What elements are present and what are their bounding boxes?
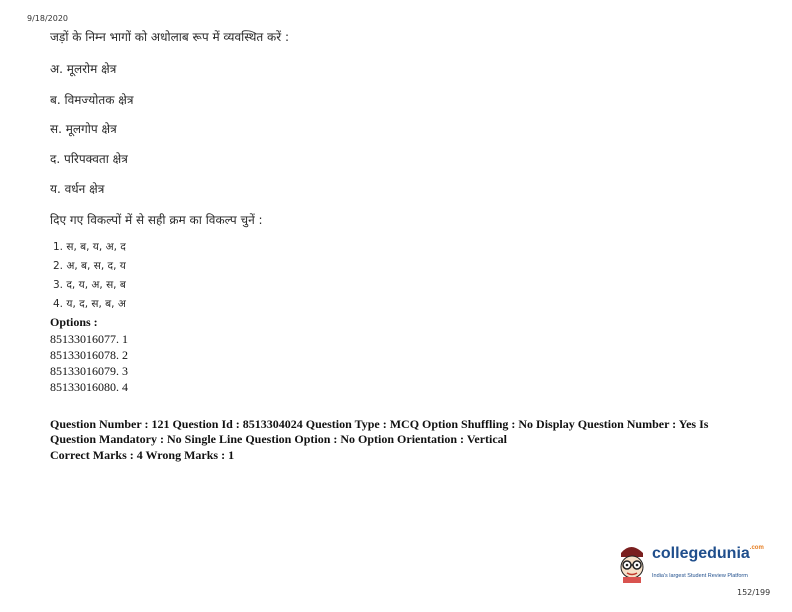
- question-item: अ. मूलरोम क्षेत्र: [50, 62, 117, 76]
- answer-choice: 1. स, ब, य, अ, द: [53, 241, 126, 253]
- options-heading: Options :: [50, 315, 98, 329]
- logo-tagline: India's largest Student Review Platform: [652, 573, 748, 579]
- print-date: 9/18/2020: [27, 14, 69, 23]
- answer-choice: 2. अ, ब, स, द, य: [53, 260, 126, 272]
- question-item: ब. विमज्योतक क्षेत्र: [50, 93, 134, 107]
- question-meta: Question Number : 121 Question Id : 8513304024 Question Type : MCQ Option Shuffling : No Display Question Number : Yes Is: [50, 417, 709, 431]
- option-id: 85133016077. 1: [50, 332, 128, 346]
- question-meta: Question Mandatory : No Single Line Question Option : No Option Orientation : Vertical: [50, 432, 508, 446]
- answer-choice: 4. य, द, स, ब, अ: [53, 298, 126, 310]
- option-id: 85133016080. 4: [50, 380, 128, 394]
- question-item: स. मूलगोप क्षेत्र: [50, 122, 117, 136]
- question-meta: Correct Marks : 4 Wrong Marks : 1: [50, 448, 235, 462]
- question-prompt: जड़ों के निम्न भागों को अधोलाब रूप में व्यवस्थित करें :: [50, 30, 290, 44]
- question-item: द. परिपक्वता क्षेत्र: [50, 152, 128, 166]
- option-id: 85133016079. 3: [50, 364, 128, 378]
- option-id: 85133016078. 2: [50, 348, 128, 362]
- question-item: य. वर्धन क्षेत्र: [50, 182, 105, 196]
- page-number: 152/199: [737, 588, 771, 597]
- collegedunia-mascot-icon: [613, 543, 649, 583]
- answer-choice: 3. द, य, अ, स, ब: [53, 279, 126, 291]
- collegedunia-logo: collegedunia$^{.com}$: [652, 545, 764, 562]
- choose-instruction: दिए गए विकल्पों में से सही क्रम का विकल्प चुनें :: [50, 213, 263, 227]
